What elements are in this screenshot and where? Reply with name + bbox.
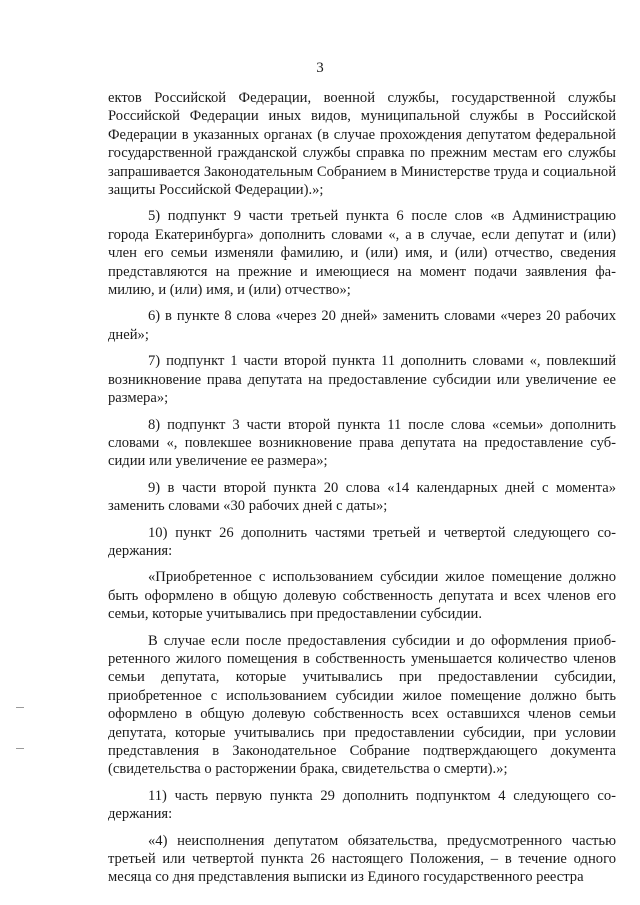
paragraph-item-7: 7) подпункт 1 части второй пункта 11 дополнить словами «, повлекший возникновение права депутата на предоставление субсидии или увеличение ее размера»; (108, 353, 616, 407)
paragraph-quote-3: «4) неисполнения депутатом обязательства, предусмотренного частью третьей или четвертой пункта 26 настоящего Положения, – в течение одного месяца со дня представления выписки из Единого государственного реестра (108, 832, 616, 886)
document-body (108, 89, 616, 887)
paragraph-continuation: ектов Российской Федерации, военной службы, государственной службы Российской Федерации иных видов, муниципальной службы в Российской Федерации в указанных органах (в случае прохождения депутатом федеральной государственной гражданской службы справка по прежним местам его службы запрашивается Законодательным Собранием в Министерстве труда и социальной защиты Российской Федерации).»; (108, 90, 616, 199)
paragraph-item-11: 11) часть первую пункта 29 дополнить подпунктом 4 следующего содержания: (108, 787, 616, 823)
paragraph-item-10: 10) пункт 26 дополнить частями третьей и четвертой следующего содержания: (108, 524, 616, 559)
paragraph-quote-1: «Приобретенное с использованием субсидии жилое помещение должно быть оформлено в общую долевую собственность депутата и всех членов его семьи, которые учитывались при предоставлении субсидии. (108, 569, 616, 623)
paragraph-item-8: 8) подпункт 3 части второй пункта 11 после слова «семьи» дополнить словами «, повлекшее возникновение права депутата на предоставление субсидии или увеличение ее размера»; (108, 416, 616, 470)
scan-mark (16, 748, 24, 749)
paragraph-item-9: 9) в части второй пункта 20 слова «14 календарных дней с момента» заменить словами «30 рабочих дней с даты»; (108, 479, 616, 515)
paragraph-quote-2: В случае если после предоставления субсидии и до оформления приобретенного жилого помещения в собственность уменьшается количество членов семьи депутата, которые учитывались при предоставлении субсидии, приобретенное с использованием субсидии жилое помещение должно быть оформлено в общую долевую собственность всех оставшихся членов семьи депутата, которые учитывались при предоставлении субсидии, при условии представления в Законодательное Собрание подтверждающего документа (свидетельства о расторжении брака, свидетельства о смерти).»; (108, 632, 616, 778)
page-number: 3 (316, 60, 324, 76)
paragraph-item-6: 6) в пункте 8 слова «через 20 дней» заменить словами «через 20 рабочих дней»; (108, 308, 616, 343)
scan-mark (16, 707, 24, 708)
paragraph-item-5: 5) подпункт 9 части третьей пункта 6 после слов «в Администрацию города Екатеринбурга» дополнить словами «, а в случае, если депутат и (или) член его семьи изменяли фамилию, и (или) имя, и (или) отчество, сведения представляются на прежние и имеющиеся на момент подачи заявления фамилию, и (или) имя, и (или) отчество»; (108, 208, 616, 299)
